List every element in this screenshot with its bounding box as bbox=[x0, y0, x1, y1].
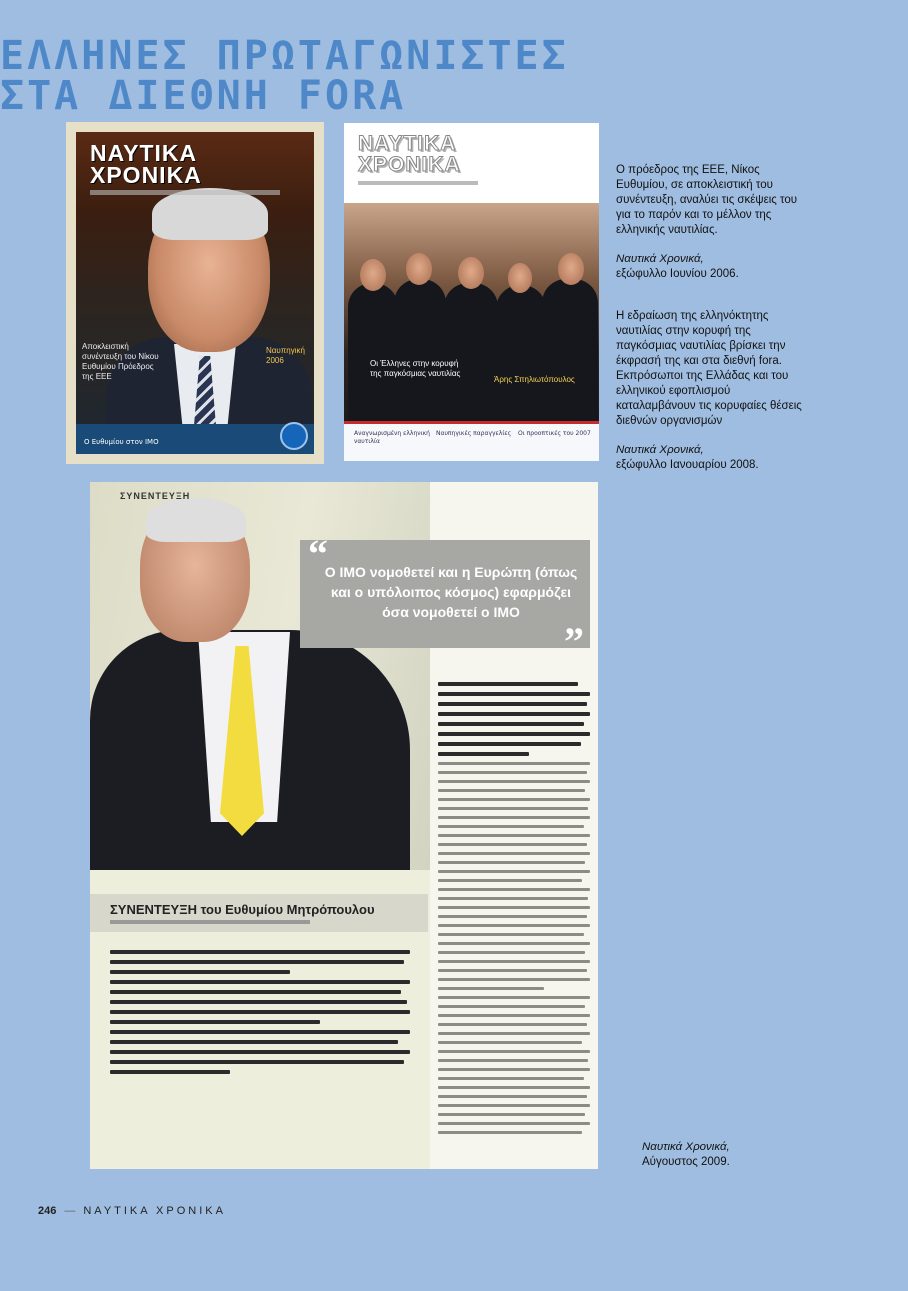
cover2-face-2 bbox=[406, 253, 432, 285]
spread-section-label: ΣΥΝΕΝΤΕΥΞΗ bbox=[120, 491, 191, 501]
spread-hair bbox=[146, 498, 246, 542]
cover1-masthead-line1: ΝΑΥΤΙΚΑ bbox=[90, 140, 198, 166]
cover1-left-text: Αποκλειστική συνέντευξη του Νίκου Ευθυμίου Πρόεδρος της ΕΕΕ bbox=[82, 342, 159, 381]
spread-title: ΣΥΝΕΝΤΕΥΞΗ του Ευθυμίου Μητρόπουλου bbox=[110, 902, 375, 917]
footer-dash: — bbox=[64, 1205, 76, 1217]
cover2-footer bbox=[344, 421, 599, 461]
open-quote-icon: “ bbox=[308, 531, 328, 576]
cover1-photo bbox=[76, 132, 314, 454]
headline-line-1: ΕΛΛΗΝΕΣ ΠΡΩΤΑΓΩΝΙΣΤΕΣ bbox=[0, 33, 569, 79]
page-headline bbox=[0, 33, 569, 119]
close-quote-icon: ” bbox=[564, 619, 584, 664]
caption-2-source bbox=[616, 443, 802, 458]
spread-pull-quote bbox=[300, 531, 590, 664]
cover2-masthead-line2: ΧΡΟΝΙΚΑ bbox=[358, 153, 461, 176]
cover2-group-photo bbox=[344, 203, 599, 421]
page-footer bbox=[38, 1205, 226, 1217]
caption-cover-june-2006 bbox=[616, 163, 806, 282]
footer-magazine-name: ΝΑΥΤΙΚΑ ΧΡΟΝΙΚΑ bbox=[83, 1205, 226, 1217]
magazine-cover-january-2008 bbox=[344, 123, 599, 461]
cover2-footer-item-3: Οι προοπτικές του 2007 bbox=[518, 430, 591, 437]
caption-1-date: εξώφυλλο Ιουνίου 2006. bbox=[616, 268, 739, 280]
cover2-face-1 bbox=[360, 259, 386, 291]
caption-cover-january-2008 bbox=[616, 309, 802, 473]
headline-line-2: ΣΤΑ ΔΙΕΘΝΗ FORA bbox=[0, 73, 407, 119]
cover2-person-2 bbox=[394, 279, 446, 423]
cover1-masthead-rule bbox=[90, 190, 280, 195]
cover2-person-3 bbox=[444, 283, 498, 423]
spread-quote-text: Ο ΙΜΟ νομοθετεί και η Ευρώπη (όπως και ο υπόλοιπος κόσμος) εφαρμόζει όσα νομοθετεί ο ΙΜΟ bbox=[324, 564, 578, 620]
cover1-bottom-text: Ο Ευθυμίου στον IMO bbox=[84, 438, 159, 446]
caption-august-2009 bbox=[642, 1140, 792, 1170]
caption-2-date: εξώφυλλο Ιανουαρίου 2008. bbox=[616, 459, 759, 471]
cover2-masthead-line1: ΝΑΥΤΙΚΑ bbox=[358, 132, 457, 155]
cover2-masthead bbox=[358, 133, 461, 175]
cover2-face-3 bbox=[458, 257, 484, 289]
cover1-right-text: Ναυπηγική 2006 bbox=[266, 346, 305, 365]
cover2-face-4 bbox=[508, 263, 532, 293]
cover2-person-5 bbox=[542, 279, 598, 423]
caption-3-magazine: Ναυτικά Χρονικά, bbox=[642, 1141, 730, 1153]
caption-1-source bbox=[616, 252, 806, 267]
cover2-person-1 bbox=[348, 283, 398, 423]
cover2-face-5 bbox=[558, 253, 584, 285]
cover2-right-text: Άρης Σπηλιωτόπουλος bbox=[494, 375, 575, 384]
cover1-bottom-band bbox=[76, 424, 314, 454]
spread-intro-text bbox=[110, 950, 410, 1080]
spread-title-subline bbox=[110, 920, 310, 924]
cover2-masthead-rule bbox=[358, 181, 478, 185]
caption-1-text: Ο πρόεδρος της ΕΕΕ, Νίκος Ευθυμίου, σε αποκλειστική του συνέντευξη, αναλύει τις σκέψεις του για το παρόν και το μέλλον της ελληνικής ναυτιλίας. bbox=[616, 164, 798, 236]
interview-spread-august-2009 bbox=[90, 482, 598, 1169]
cover1-masthead-line2: ΧΡΟΝΙΚΑ bbox=[90, 162, 202, 188]
cover2-person-4 bbox=[496, 285, 546, 423]
caption-3-date: Αύγουστος 2009. bbox=[642, 1156, 730, 1168]
caption-2-text: Η εδραίωση της ελληνόκτητης ναυτιλίας στην κορυφή της παγκόσμιας ναυτιλίας βρίσκει την έκφρασή της και στα διεθνή fora. Εκπρόσωποι της Ελλάδας και του ελληνικού εφοπλισμού καταλαμβάνουν τις κορυφαίες θέσεις διεθνών οργανισμών bbox=[616, 310, 802, 427]
magazine-cover-june-2006 bbox=[66, 122, 324, 464]
caption-3-source bbox=[642, 1140, 792, 1155]
caption-2-magazine: Ναυτικά Χρονικά, bbox=[616, 444, 704, 456]
cover2-footer-item-1: Αναγνωρισμένη ελληνική ναυτιλία bbox=[354, 430, 430, 445]
cover1-masthead bbox=[90, 142, 202, 186]
cover2-left-text: Οι Έλληνες στην κορυφή της παγκόσμιας ναυτιλίας bbox=[370, 359, 461, 378]
spread-title-bar bbox=[90, 894, 428, 932]
cover2-footer-item-2: Ναυπηγικές παραγγελίες bbox=[436, 430, 512, 437]
spread-right-column bbox=[438, 682, 590, 1140]
caption-1-magazine: Ναυτικά Χρονικά, bbox=[616, 253, 704, 265]
cover1-logo-icon bbox=[280, 422, 308, 450]
cover1-hair bbox=[152, 188, 268, 240]
page-number: 246 bbox=[38, 1205, 57, 1217]
